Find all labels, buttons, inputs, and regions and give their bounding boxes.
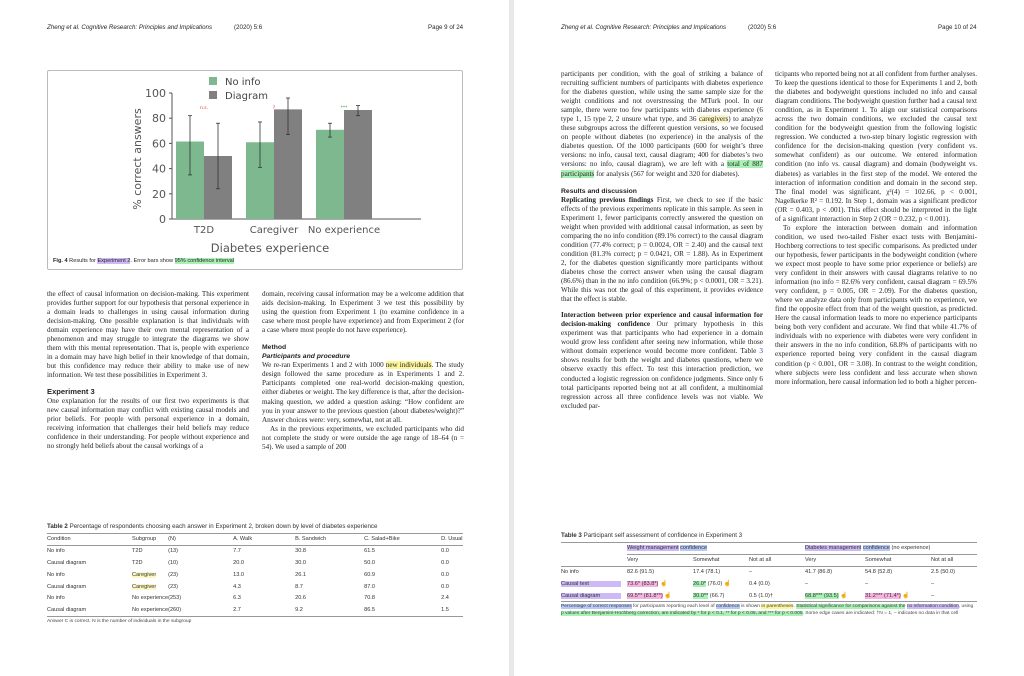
table-row <box>47 592 463 604</box>
table-cell: 2.4 <box>441 595 449 602</box>
svg-text:T2D: T2D <box>193 225 215 236</box>
table-subheader-row <box>561 554 977 566</box>
table-cell: 86.5 <box>364 607 375 614</box>
column-header: Somewhat <box>865 557 892 564</box>
svg-text:No info: No info <box>225 77 261 88</box>
text: for analysis (567 for weight and 320 for diabetes). <box>594 169 740 178</box>
table-cell: 6.3 <box>233 595 241 602</box>
table-cell: Causal diagram <box>47 607 87 614</box>
table-cell: 0.0 <box>441 559 449 566</box>
svg-text:Diagram: Diagram <box>225 91 268 102</box>
table-footnote <box>561 601 977 617</box>
table-cell: 4.3 <box>233 583 241 590</box>
table-cell: – <box>931 580 935 587</box>
highlight-row-label[interactable]: Causal text <box>561 581 621 587</box>
highlight-confidence[interactable]: confidence <box>715 604 740 610</box>
figure-caption <box>53 258 234 264</box>
column-header: A. Walk <box>233 536 253 543</box>
chart-legend <box>209 77 268 102</box>
table-cell: 60.9 <box>364 571 375 578</box>
table-row <box>47 557 463 569</box>
table-cell: T2D <box>132 559 143 566</box>
table-row <box>47 545 463 557</box>
column-header: Somewhat <box>693 557 720 564</box>
table-cell <box>865 590 931 602</box>
table-cell: (260) <box>168 607 182 614</box>
paragraph <box>561 196 763 305</box>
bar-no-info-no-experience <box>316 130 344 219</box>
table-cell: 50.0 <box>364 559 375 566</box>
table-cell: (13) <box>168 548 179 555</box>
table-cell: 70.8 <box>364 595 375 602</box>
table-cell <box>132 581 168 593</box>
highlight-no-information[interactable]: no information condition <box>906 604 959 610</box>
text: (no experience) <box>889 545 931 552</box>
column-header: Not at all <box>931 557 954 564</box>
highlight-caregiver[interactable]: Caregiver <box>132 583 157 590</box>
pdf-page-9 <box>0 0 509 676</box>
text: shows results for both the weight and diabetes questions, where we observe exactly this effect. To test this interaction prediction, we conducted a logistic regression on confidence judgments. Since only 6 total participants reported being not at all confident, a multinomial regression across all three confidence levels was not viable. We excluded par- <box>561 356 763 410</box>
table-cell: No experience <box>132 595 169 602</box>
run-in-heading: Interaction between prior experience and causal information for decision-making confidence <box>561 311 763 329</box>
highlight-diabetes-management[interactable]: Diabetes management <box>805 545 862 552</box>
text: ) to analyze these subgroups across the different question versions, so we focused on people without diabetes (no experience) in the analysis of the diabetes question. Of the 1000 participants (600 for weight’s three versions: no info, causal text, causal diagram; 400 for diabetes’s two versions: no info, causal diagram), we are left with a <box>561 115 763 169</box>
table-3-grid <box>561 542 977 601</box>
table-cell: 2.7 <box>233 607 241 614</box>
table-row <box>561 590 977 602</box>
column-header: C. Salad+Bike <box>364 536 400 543</box>
table-cell <box>693 578 749 590</box>
svg-text:% correct answers: % correct answers <box>131 108 144 210</box>
table-label: Table 3 <box>561 532 582 539</box>
table-cell: (10) <box>168 559 179 566</box>
table-3 <box>561 532 977 617</box>
text: . Some edge cases are indicated: †N = 1, – indicates no data in that cell <box>802 610 959 616</box>
svg-text:0: 0 <box>159 213 166 226</box>
svg-text:n.s.: n.s. <box>199 106 209 111</box>
table-cell: 0.0 <box>441 548 449 555</box>
table-cell: 0.0 <box>441 571 449 578</box>
table-cell <box>693 590 749 602</box>
text: We re-ran Experiments 1 and 2 with 1000 <box>262 361 386 370</box>
text: is shown <box>739 604 762 610</box>
column-header: B. Sandwich <box>295 536 327 543</box>
highlight-caregiver[interactable]: Caregiver <box>132 571 157 578</box>
table-cell: 17.4 (78.1) <box>693 569 721 576</box>
svg-text:20: 20 <box>152 187 166 201</box>
svg-text:40: 40 <box>152 162 166 176</box>
table-2 <box>47 523 463 625</box>
journal-title: Zheng et al. Cognitive Research: Principles and Implications <box>561 24 727 31</box>
column-header: Very <box>627 557 639 564</box>
table-cell: No info <box>47 595 65 602</box>
table-cell: (23) <box>168 571 179 578</box>
table-cell: 41.7 (86.8) <box>805 569 833 576</box>
text: First, we check to see if the basic effects of the previous experiments replicate in this sample. As seen in Experiment 1, fewer participants correctly answered the question on weight when provided with additional causal information, as seen by comparing the no info condition (89.1% correct) to the causal diagram condition (77.4% correct; p = 0.0024, OR = 2.40) and the causal text condition (81.3% correct; p = 0.0421, OR = 1.88). As in Experiment 2, for the diabetes question significantly more participants without diabetes chose the correct answer when using the causal diagram (86.6%) than in the no info condition (66.9%; p < 0.0001, OR = 3.21). While this was not the goal of this experiment, it provides evidence that the effect is stable. <box>561 195 763 304</box>
table-cell <box>561 590 627 602</box>
table-group-header-row <box>561 543 977 555</box>
column-header: D. Usual <box>441 536 463 543</box>
table-cell <box>799 590 865 602</box>
table-cell: 8.7 <box>295 583 303 590</box>
svg-text:80: 80 <box>152 112 166 126</box>
highlight-confidence[interactable]: confidence <box>862 545 890 552</box>
table-cell: 30.0 <box>295 559 306 566</box>
column-header: Condition <box>47 536 71 543</box>
table-row <box>47 581 463 593</box>
table-cell: – <box>805 580 809 587</box>
caption-text: Participant self assessment of confidence in Experiment 3 <box>581 532 743 539</box>
journal-title: Zheng et al. Cognitive Research: Principles and Implications <box>47 24 213 31</box>
table-cell: 13.0 <box>233 571 244 578</box>
caption-text: Percentage of respondents choosing each answer in Experiment 2, broken down by level of diabetes experience <box>67 523 378 530</box>
volume-info: (2020) 5:6 <box>234 24 263 31</box>
table-cell: 7.7 <box>233 548 241 555</box>
table-cell: 0.5 (1.0)† <box>749 592 773 599</box>
highlight-new-individuals[interactable]: new individuals <box>385 361 432 370</box>
svg-text:***: *** <box>340 106 348 111</box>
annotation-pointer-icon: ☝ <box>662 593 672 600</box>
table-cell: 9.2 <box>295 607 303 614</box>
table-cell: – <box>865 580 869 587</box>
table-cell: 30.8 <box>295 548 306 555</box>
paragraph <box>262 361 464 424</box>
table-cell <box>627 578 693 590</box>
annotation-pointer-icon: ☝ <box>722 581 732 588</box>
table-cell: No info <box>47 548 65 555</box>
svg-text:No experience: No experience <box>307 225 381 236</box>
table-cell: T2D <box>132 548 143 555</box>
figure-label: Fig. 4 <box>53 258 68 264</box>
text: (76.0) <box>706 581 723 588</box>
paragraph: ticipants who reported being not at all confident from further analyses. To keep the questions identical to those for Experiments 1 and 2, both the diabetes and bodyweight questions included no info and causal diagram conditions. The bodyweight question further had a causal text condition, as in Experiment 1. To align our statistical comparisons across the two domain conditions, we excluded the causal text condition for the bodyweight question from the following logistic regression. We conducted a two-step binary logistic regression with confidence for the decision-making question (very confident vs. somewhat confident) as our outcome. We entered information condition (no info vs. causal diagram) and domain (bodyweight vs. diabetes) as variables in the first step of the model. We entered the interaction of information condition and domain in the second step. The final model was significant, χ²(4) = 102.66, p < 0.001, Nagelkerke R² = 0.192. In Step 1, domain was a significant predictor (OR = 0.403, p < .001). This effect should be interpreted in the light of a significant interaction in Step 2 (OR = 0.232, p < 0.001). <box>775 70 977 223</box>
highlight-p-values[interactable]: p values after Benjamini-Hochberg correction, are indicated by * for p < 0.1, ** for p < 0.05, and *** for p < 0.005 <box>561 610 803 616</box>
table-cell: 0.4 (0.0) <box>749 580 770 587</box>
left-page-column-1 <box>47 290 249 451</box>
svg-text:Caregiver: Caregiver <box>249 225 299 236</box>
table-caption <box>561 532 977 539</box>
column-header: Very <box>805 557 817 564</box>
highlight-value[interactable]: 69.5** (81.8**) <box>627 593 663 600</box>
highlight-value[interactable]: 73.6* (83.8*) <box>627 581 659 588</box>
table-label: Table 2 <box>47 523 68 530</box>
table-cell: No experience <box>132 607 169 614</box>
highlight-confidence-interval[interactable]: 95% confidence interval <box>174 258 234 264</box>
table-cell: (253) <box>168 595 182 602</box>
highlight-value[interactable]: 68.8*** (93.5) <box>805 593 839 600</box>
table-header-row <box>47 534 463 546</box>
table-row <box>561 578 977 590</box>
text: participants per condition, with the goal of striking a balance of recruiting sufficient numbers of participants with diabetes experience for the diabetes question, while using the same sample size for the weight conditions and not overstressing the MTurk pool. In our sample, there were too few participants with diabetes experience (6 type 1, 15 type 2, 2 unsure what type, and 36 <box>561 70 763 124</box>
run-in-heading: Replicating previous findings <box>561 195 654 204</box>
highlight-weight-management[interactable]: Weight management <box>627 545 679 552</box>
paragraph: the effect of causal information on decision-making. This experiment provides further support for our hypothesis that personal experience in a domain leads to challenges in using causal information during decision-making. One possible explanation is that individuals with domain experience may have their own mental representation of a phenomenon and may struggle to integrate the diagrams we show them with this mental representation. That is, people with experience in a domain may have high belief in their knowledge of that domain, but this confidence may reduce their ability to make use of new information. We test these possibilities in Experiment 3. <box>47 290 249 380</box>
highlight-confidence[interactable]: confidence <box>680 545 708 552</box>
highlight-value[interactable]: 30.0** <box>693 592 709 599</box>
table-cell <box>561 578 627 590</box>
svg-text:60: 60 <box>152 137 166 151</box>
table-cell: 54.8 (52.8) <box>865 569 893 576</box>
table-row <box>47 604 463 616</box>
table-cell: 61.5 <box>364 548 375 555</box>
highlight-percentage-correct[interactable]: Percentage of correct responses <box>561 604 632 610</box>
text: . <box>793 604 797 610</box>
column-header: (N) <box>168 536 176 543</box>
svg-text:?: ? <box>272 106 276 111</box>
text: Our primary hypothesis in this experiment was that participants who had experience in a domain would grow less confident after seeing new information, while those without domain experience would become more confident. Table <box>561 320 763 356</box>
annotation-pointer-icon: ☝ <box>838 593 848 600</box>
text: . The study design followed the same procedure as in Experiments 1 and 2. Participants completed one real-world decision-making question, either diabetes or weight. The key difference is that, after the decision-making question, we added a question asking: “How confident are you in your answer to the previous question (about diabetes/weight)?” Answer choices were: very, somewhat, not at all. <box>262 361 464 424</box>
highlight-experiment-2[interactable]: Experiment 2 <box>97 258 131 264</box>
annotation-pointer-icon: ☝ <box>658 581 668 588</box>
table-cell: 20.0 <box>233 559 244 566</box>
pdf-page-10 <box>514 0 1024 676</box>
paragraph: One explanation for the results of our first two experiments is that new causal information may conflict with existing causal models and prior beliefs. For people with personal experience in a domain, receiving information that challenges their held beliefs may reduce confidence in their understanding. For people without experience and no strongly held beliefs about the causal workings of a <box>47 396 249 450</box>
group-header-weight <box>627 543 799 555</box>
volume-info: (2020) 5:6 <box>748 24 777 31</box>
annotation-pointer-icon: ☝ <box>900 593 910 600</box>
table-caption <box>47 523 463 530</box>
paragraph <box>561 70 763 179</box>
bar-diagram-no-experience <box>344 110 372 219</box>
table-footnote: Answer C is correct. N is the number of individuals in the subgroup <box>47 616 463 625</box>
running-head <box>47 24 263 31</box>
table-cell: 87.0 <box>364 583 375 590</box>
paragraph: domain, receiving causal information may be a welcome addition that aids decision-making. In Experiment 3 we test this possibility by using the question from Experiment 1 (to examine confidence in a case where most people have experience) and from Experiment 2 (for a case where most people do not have experience). <box>262 290 464 335</box>
section-heading-experiment-3: Experiment 3 <box>47 387 95 397</box>
table-cell: Causal diagram <box>47 559 87 566</box>
table-2-grid <box>47 533 463 616</box>
paragraph: As in the previous experiments, we excluded participants who did not complete the study or were outside the age range of 18–64 (n = 54). We used a sample of 200 <box>262 424 464 451</box>
svg-text:Diabetes experience: Diabetes experience <box>210 241 330 255</box>
table-cell: 0.0 <box>441 583 449 590</box>
table-cell <box>627 590 693 602</box>
table-cell: No info <box>47 571 65 578</box>
column-header: Not at all <box>749 557 772 564</box>
caption-text: . Error bars show <box>130 258 175 264</box>
figure-4 <box>47 70 463 270</box>
right-page-column-1 <box>561 70 763 411</box>
table-cell: – <box>931 592 935 599</box>
table-row <box>561 566 977 578</box>
table-cell: 82.6 (91.5) <box>627 569 655 576</box>
page-number: Page 10 of 24 <box>938 24 977 31</box>
column-header: Subgroup <box>132 536 157 543</box>
table-cell <box>132 569 168 581</box>
table-cell: No info <box>561 569 579 576</box>
highlight-value[interactable]: 26.0* <box>693 581 707 588</box>
table-cell: 2.5 (50.0) <box>931 569 955 576</box>
highlight-value[interactable]: 31.2*** (71.4*) <box>865 593 901 600</box>
bar-chart <box>48 71 464 256</box>
text: (66.7) <box>708 592 725 599</box>
section-heading-results: Results and discussion <box>561 187 637 195</box>
table-row <box>47 569 463 581</box>
page-number: Page 9 of 24 <box>428 24 464 31</box>
text: , using <box>958 604 974 610</box>
table-cell: – <box>749 569 753 576</box>
group-header-diabetes <box>799 543 977 555</box>
table-cell: 1.5 <box>441 607 449 614</box>
table-3-link[interactable]: 3 <box>759 347 763 356</box>
highlight-statistical-significance[interactable]: Statistical significance for comparisons against the <box>796 604 906 610</box>
highlight-total-participants[interactable]: total of 887 participants <box>561 160 764 178</box>
running-head <box>561 24 777 31</box>
paragraph: To explore the interaction between domain and information condition, we used two-tailed Fisher exact tests with Benjamini-Hochberg corrections to test specific comparisons. As predicted under our hypothesis, fewer participants in the bodyweight condition (where we expect most people to have some prior experience or beliefs) are very confident in their answers with causal diagrams relative to no information (no info = 82.6% very confident, causal diagram = 69.5% very confident, p = 0.005, OR = 2.09). For the diabetes question, where we analyze data only from participants with no experience, we find the opposite effect from that of the weight question, as predicted. Here the causal information leads to more no experience participants being both very confident and accurate. We find that while 41.7% of individuals with no experience with diabetes were very confident in their answers in the no info condition, 68.8% of participants with no experience reported being very confident in the causal diagram condition (p < 0.001, OR = 3.08). In contrast to the weight condition, where subjects were less confident and less accurate when shown more information, here causal information led to both a higher percen- <box>775 223 977 386</box>
subsection-heading-participants: Participants and procedure <box>262 353 351 361</box>
table-cell: 26.1 <box>295 571 306 578</box>
section-heading-method: Method <box>262 344 287 352</box>
right-page-column-2 <box>775 70 977 387</box>
text: for participants reporting each level of <box>631 604 716 610</box>
svg-text:100: 100 <box>145 87 166 100</box>
highlight-row-label[interactable]: Causal diagram <box>561 593 621 599</box>
paragraph <box>561 311 763 411</box>
table-cell: Causal diagram <box>47 583 87 590</box>
highlight-caregivers[interactable]: caregivers <box>698 115 729 124</box>
highlight-in-parentheses[interactable]: in parentheses <box>761 604 794 610</box>
table-cell: 20.6 <box>295 595 306 602</box>
left-page-column-2 <box>262 290 464 452</box>
caption-text: Results for <box>67 258 98 264</box>
table-cell: (23) <box>168 583 179 590</box>
